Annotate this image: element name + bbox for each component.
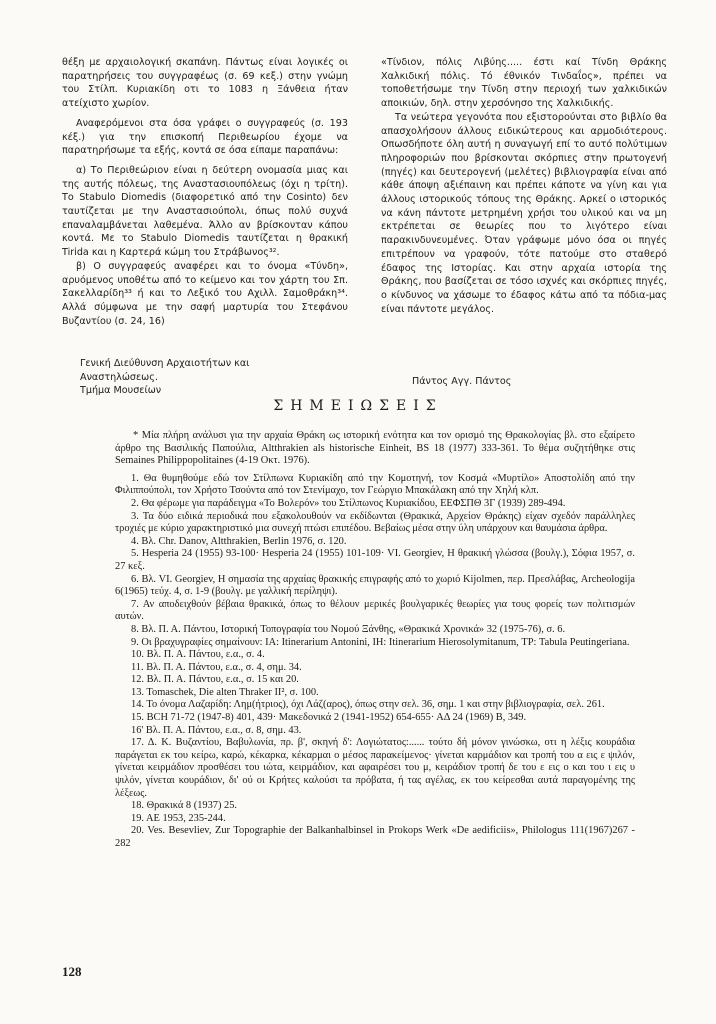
right-paragraph-2: Τα νεώτερα γεγονότα που εξιστορούνται στο βιβλίο θα απασχολήσουν άλλους ειδικώτερους και αρμοδιότερους. Οπωσδήποτε όλη αυτή η συναγωγή επί το αυτό πολύτιμων πληροφοριών που βρίσκονται σκόρπιες στην πρωτογενή (πηγές) και δευτερογενή (μελέτες) βιβλιογραφία είναι από κάθε άποψη αξιέπαινη και πρέπει κάποτε να γίνη και για άλλους ιστορικούς τόπους της Θράκης. Αρκεί ο ιστορικός να κάνη πάντοτε μετρημένη χρήσι του υλικού και να μη εκτρέπεται σε θεωρίες που το λιγότερο είναι παρακινδυνευμένες. Όταν γράφωμε μόνο όσα οι πηγές επιτρέπουν να γραφούν, τότε πατούμε στο σταθερό έδαφος της Ιστορίας. Και στην αρχαία ιστορία της Θράκης, που βασίζεται σε τόσο ισχνές και σκόρπιες πηγές, ο κίνδυνος να χάσωμε το έδαφος κάτω από τα πόδια-μας είναι πάντοτε μεγάλος. (381, 111, 667, 315)
note-item: 17. Δ. Κ. Βυζαντίου, Βαβυλωνία, πρ. β', σκηνή δ': Λογιώτατος:...... τούτο δή μόνον γινώσκω, οτι η λέξις κουράδια παράγεται εκ του κείρω, καρώ, κέκαρκα, κέκαρμαι ο μέσος παρακείμενος· γίνεται καρμάδιον και τροπή του α εις ε ψιλόν, γίνεται κειρμάδιον προσθέσει του ιώτα, κειρμάδιον, και αφαιρέσει του μ, κειράδιον τροπή δε του ε εις ο και του ι εις υ ψιλόν, γίνεται κουράδιον, δι' ού οι Κρήτες καλούσι τα πρόβατα, ή τας αγέλας, εκ του κείρεσθαι αυτά παραγομένης της λέξεως. (115, 737, 635, 799)
note-item: 13. Tomaschek, Die alten Thraker ΙΙ², σ. 100. (131, 686, 319, 698)
affiliation-line: Τμήμα Μουσείων (80, 385, 162, 397)
note-item: 7. Αν αποδειχθούν βέβαια θρακικά, όπως το θέλουν μερικές βουλγαρικές θεωρίες για τους φορείς των πολιτισμών αυτών. (115, 598, 635, 623)
signature-affiliation (80, 357, 280, 398)
note-item: 10. Βλ. Π. Α. Πάντου, ε.α., σ. 4. (131, 649, 265, 661)
left-paragraph-4: β) Ο συγγραφεύς αναφέρει και το όνομα «Τύνδη», αρυόμενος υποθέτω από το κείμενο και τον χάρτη του Σπ. Σακελλαρίδη³³ ή και το Λεξικό του Αχιλλ. Σαμοθράκη³⁴. Αλλά σύμφωνα με την σαφή μαρτυρία του Στεφάνου Βυζαντίου (σ. 24, 16) (62, 260, 348, 327)
note-item: 8. Βλ. Π. Α. Πάντου, Ιστορική Τοπογραφία του Νομού Ξάνθης, «Θρακικά Χρονικά» 32 (1975-76), σ. 6. (131, 623, 566, 635)
note-item: 9. Οι βραχυγραφίες σημαίνουν: ΙΑ: Itinerarium Antonini, ΙΗ: Itinerarium Hierosolymitanum, ΤΡ: Tabula Peutingeriana. (131, 636, 630, 648)
note-item: 12. Βλ. Π. Α. Πάντου, ε.α., σ. 15 και 20. (131, 674, 299, 686)
notes-heading: ΣΗΜΕΙΩΣΕΙΣ (273, 398, 443, 414)
note-item: 18. Θρακικά 8 (1937) 25. (131, 800, 238, 812)
left-paragraph-2: Αναφερόμενοι στα όσα γράφει ο συγγραφεύς (σ. 193 κέξ.) για την επισκοπή Περιθεωρίου έχομε να παρατηρήσωμε τα εξής, κοντά σε όσα είπαμε παραπάνω: (62, 117, 348, 157)
note-item: 4. Βλ. Chr. Danov, Altthrakien, Berlin 1976, σ. 120. (131, 535, 347, 547)
right-column (381, 56, 667, 316)
note-item: 15. BCH 71-72 (1947-8) 401, 439· Μακεδονικά 2 (1941-1952) 654-655· ΑΔ 24 (1969) Β, 349. (131, 712, 527, 724)
note-item: 20. Ves. Besevliev, Zur Topographie der Balkanhalbinsel in Prokops Werk «De aedificiis», Philologus 111(1967)267 - 282 (115, 825, 635, 849)
page-number: 128 (62, 964, 82, 979)
note-item: 6. Βλ. VI. Georgiev, Η σημασία της αρχαίας θρακικής επιγραφής από το χωριό Kijolmen, περ. Πρεσλάβας, Archeologija 6(1965) τεύχ. 4, σ. 1-9 (βουλγ. με γαλλική περίληψι). (115, 573, 635, 598)
note-item: 5. Hesperia 24 (1955) 93-100· Hesperia 24 (1955) 101-109· VI. Georgiev, Η θρακική γλώσσα (βουλγ.), Σόφια 1957, σ. 27 κεξ. (115, 548, 635, 572)
footnotes (115, 430, 635, 851)
note-item: 2. Θα φέρωμε για παράδειγμα «Το Βολερόν» του Στίλπωνος Κυριακίδου, ΕΕΦΣΠΘ 3Γ (1939) 289-494. (131, 497, 566, 509)
right-paragraph-1: «Τίνδιον, πόλις Λιβύης..... έστι καί Τίνδη Θράκης Χαλκιδική πόλις. Τό έθνικόν Τινδαΐος», πρέπει να τοποθετήσωμε την Τίνδη στην περιοχή των χαλκιδικών αποικιών, δηλ. στην χερσόνησο της Χαλκιδικής. (381, 57, 667, 110)
left-paragraph-3: α) Το Περιθεώριον είναι η δεύτερη ονομασία μιας και της αυτής πόλεως, της Αναστασιουπόλεως (όχι η τρίτη). Το Stabulo Diomedis (διαφορετικό από την Cosinto) δεν ταυτίζεται με την Αναστασιούπολι, όπως πολύ συχνά επαναλαμβάνεται λαθεμένα. Άλλο αν βρίσκονταν κάπου κοντά. Με το Stabulo Diomedis ταυτίζεται η θρακική Tirida και η Καρτερά κώμη του Στράβωνος³². (62, 164, 348, 259)
note-item: 1. Θα θυμηθούμε εδώ τον Στίλπωνα Κυριακίδη από την Κομοτηνή, τον Κοσμά «Μυρτίλο» Αποστολίδη από την Φιλιππούπολι, τον Χρήστο Τσούντα από τον Στενίμαχο, τον Γεώργιο Μπακάλακη από την Χηλή κλπ. (115, 472, 635, 497)
note-item: 14. Το όνομα Λαζαρίδη: Λημ(ήτριος), όχι Λάζ(αρος), όπως στην σελ. 36, σημ. 1 και στην βιβλιογραφία, σελ. 261. (131, 699, 605, 711)
note-item: 19. ΑΕ 1953, 235-244. (131, 812, 226, 824)
note-item: 3. Τα δύο ειδικά περιοδικά που εξακολουθούν να εκδίδωνται (Θρακικά, Αρχείον Θράκης) είχαν σχεδόν παράλληλες τροχιές με κύριο χαρακτηριστικό μια συνεχή πτώσι επιπέδου. Βεβαίως μέσα στην ύλη υπάρχουν και θαυμάσια άρθρα. (115, 510, 635, 535)
note-item: 11. Βλ. Π. Α. Πάντου, ε.α., σ. 4, σημ. 34. (131, 661, 302, 673)
note-item: 16' Βλ. Π. Α. Πάντου, ε.α., σ. 8, σημ. 43. (131, 724, 302, 736)
affiliation-line: Γενική Διεύθυνση Αρχαιοτήτων και Αναστηλώσεως. (80, 358, 250, 383)
left-column (62, 56, 348, 328)
left-paragraph-1: θέξη με αρχαιολογική σκαπάνη. Πάντως είναι λογικές οι παρατηρήσεις του συγγραφέως (σ. 69 κεξ.) στην γνώμη του Στίλπ. Κυριακίδη οτι το 1083 η Ξάνθεια ήταν ατείχιστο χωρίον. (62, 57, 348, 110)
note-intro: * Μία πλήρη ανάλυσι για την αρχαία Θράκη ως ιστορική ενότητα και τον ορισμό της Θρακολογίας βλ. στο εξαίρετο άρθρο της Βασιλικής Παπούλια, Altthrakien als historische Einheit, BS 18 (1977) 333-361. Το θέμα συζητήθηκε στις Semaines Philippopolitaines (4-19 Οκτ. 1976). (115, 430, 635, 467)
author-signature: Πάντος Αγγ. Πάντος (412, 376, 512, 387)
